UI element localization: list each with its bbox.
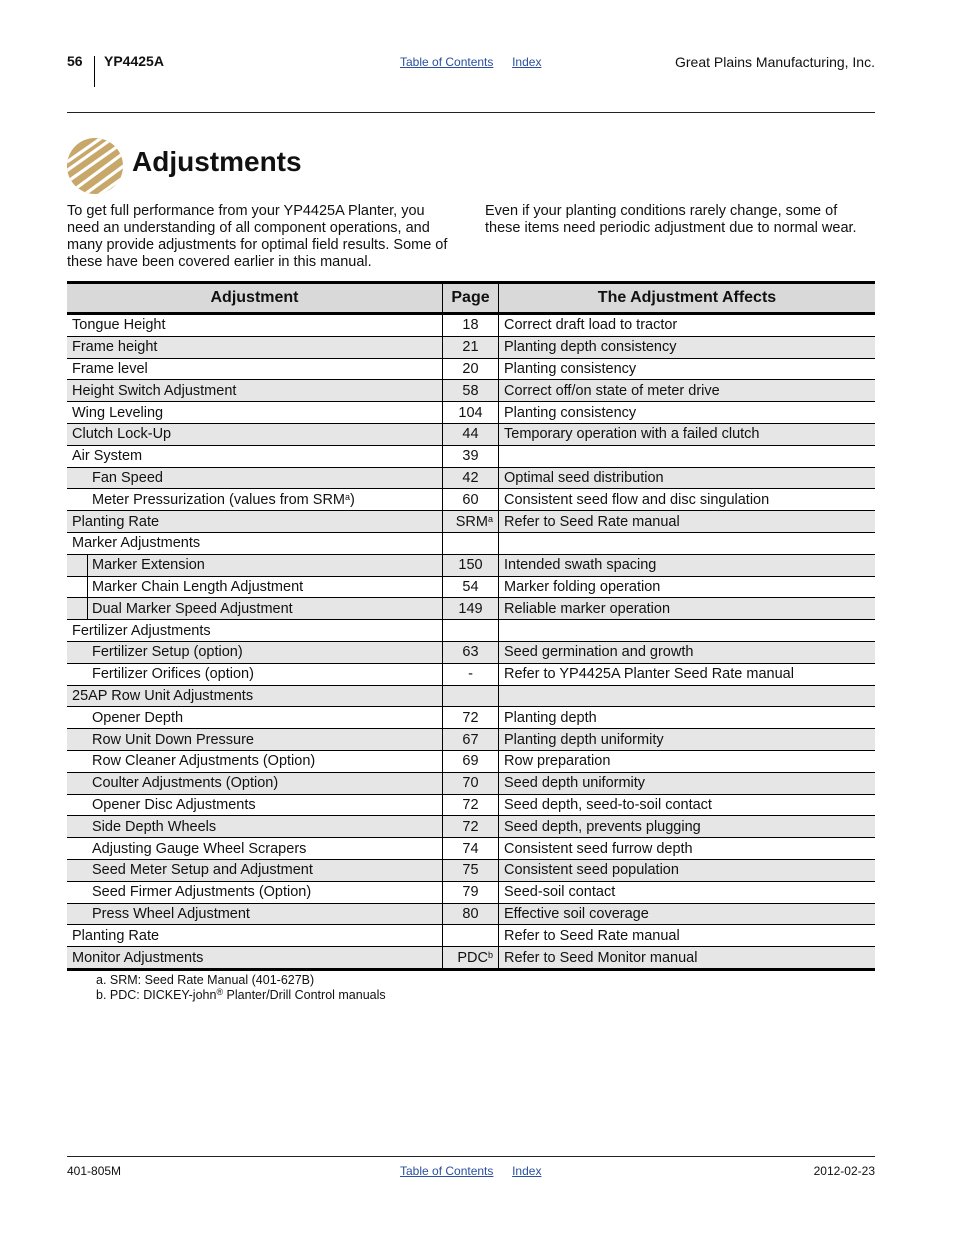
col-header-page: Page	[443, 283, 499, 314]
affects-cell: Refer to Seed Monitor manual	[499, 947, 876, 970]
page-cell: 39	[443, 445, 499, 467]
adjustment-cell: Fertilizer Orifices (option)	[67, 663, 443, 685]
doc-number: 401-805M	[67, 1164, 122, 1178]
affects-cell: Reliable marker operation	[499, 598, 876, 620]
header-rule	[67, 112, 875, 113]
table-row	[67, 423, 875, 445]
table-row	[67, 729, 875, 751]
footnotes	[96, 973, 386, 1003]
adjustment-cell: Opener Depth	[67, 707, 443, 729]
affects-cell: Seed depth uniformity	[499, 772, 876, 794]
adjustment-cell: Frame level	[67, 358, 443, 380]
footer-index-link[interactable]: Index	[512, 1164, 542, 1178]
col-header-affects: The Adjustment Affects	[499, 283, 876, 314]
table-row	[67, 859, 875, 881]
page-cell: 74	[443, 838, 499, 860]
affects-cell: Consistent seed population	[499, 859, 876, 881]
affects-cell: Correct draft load to tractor	[499, 314, 876, 337]
affects-cell: Consistent seed furrow depth	[499, 838, 876, 860]
adjustment-cell: Dual Marker Speed Adjustment	[67, 598, 443, 620]
table-row	[67, 838, 875, 860]
adjustment-cell: Air System	[67, 445, 443, 467]
affects-cell: Refer to Seed Rate manual	[499, 511, 876, 533]
table-row	[67, 947, 875, 970]
page-cell: 75	[443, 859, 499, 881]
adjustment-cell: Seed Firmer Adjustments (Option)	[67, 881, 443, 903]
affects-cell: Consistent seed flow and disc singulation	[499, 489, 876, 511]
adjustment-cell: Coulter Adjustments (Option)	[67, 772, 443, 794]
page-cell: 104	[443, 402, 499, 424]
adjustment-cell: Monitor Adjustments	[67, 947, 443, 970]
affects-cell: Planting consistency	[499, 402, 876, 424]
table-row	[67, 554, 875, 576]
table-row	[67, 816, 875, 838]
table-row	[67, 358, 875, 380]
affects-cell	[499, 445, 876, 467]
adjustment-cell: Row Cleaner Adjustments (Option)	[67, 750, 443, 772]
page-cell: 58	[443, 380, 499, 402]
page-cell: 63	[443, 641, 499, 663]
adjustment-cell: Fertilizer Setup (option)	[67, 641, 443, 663]
affects-cell: Correct off/on state of meter drive	[499, 380, 876, 402]
affects-cell	[499, 685, 876, 707]
table-row	[67, 750, 875, 772]
table-row	[67, 511, 875, 533]
page-cell: 150	[443, 554, 499, 576]
page-cell: SRM$^a$	[443, 511, 499, 533]
adjustment-cell: Marker Adjustments	[67, 532, 443, 554]
affects-cell: Effective soil coverage	[499, 903, 876, 925]
table-row	[67, 925, 875, 947]
table-row	[67, 881, 875, 903]
adjustment-cell: Frame height	[67, 336, 443, 358]
page-cell: 80	[443, 903, 499, 925]
footnote-b: b. PDC: DICKEY-john® Planter/Drill Control manuals	[96, 987, 386, 1002]
col-header-adjustment: Adjustment	[67, 283, 443, 314]
adjustment-cell: Fan Speed	[67, 467, 443, 489]
table-row	[67, 707, 875, 729]
page-cell	[443, 925, 499, 947]
footer-date: 2012-02-23	[813, 1164, 875, 1178]
affects-cell: Seed-soil contact	[499, 881, 876, 903]
adjustment-cell: Meter Pressurization (values from SRM$^a$)	[67, 489, 443, 511]
adjustment-cell: Height Switch Adjustment	[67, 380, 443, 402]
footer-rule	[67, 1156, 875, 1157]
affects-cell: Seed depth, seed-to-soil contact	[499, 794, 876, 816]
page-cell	[443, 685, 499, 707]
table-row	[67, 620, 875, 642]
page-number: 56	[67, 53, 83, 69]
adjustment-cell: Press Wheel Adjustment	[67, 903, 443, 925]
page-cell: 69	[443, 750, 499, 772]
model-name: YP4425A	[104, 53, 164, 69]
footnote-a: a. SRM: Seed Rate Manual (401-627B)	[96, 973, 315, 987]
adjustment-cell: Wing Leveling	[67, 402, 443, 424]
adjustment-cell: Seed Meter Setup and Adjustment	[67, 859, 443, 881]
intro-right: Even if your planting conditions rarely change, some of these items need periodic adjustment due to normal wear.	[485, 203, 857, 236]
great-plains-logo-icon	[67, 138, 123, 194]
affects-cell: Refer to Seed Rate manual	[499, 925, 876, 947]
page-cell	[443, 532, 499, 554]
company-name: Great Plains Manufacturing, Inc.	[675, 54, 875, 70]
adjustment-cell: Side Depth Wheels	[67, 816, 443, 838]
page-cell: 70	[443, 772, 499, 794]
table-row	[67, 576, 875, 598]
table-row	[67, 641, 875, 663]
affects-cell	[499, 532, 876, 554]
page-cell: 54	[443, 576, 499, 598]
table-row	[67, 445, 875, 467]
table-row	[67, 336, 875, 358]
affects-cell: Planting consistency	[499, 358, 876, 380]
table-row	[67, 598, 875, 620]
adjustment-cell: Tongue Height	[67, 314, 443, 337]
page-cell: 149	[443, 598, 499, 620]
table-body	[67, 314, 875, 970]
affects-cell: Planting depth	[499, 707, 876, 729]
page-cell: 18	[443, 314, 499, 337]
table-row	[67, 663, 875, 685]
page-cell	[443, 620, 499, 642]
table-header-row	[67, 283, 875, 314]
affects-cell: Optimal seed distribution	[499, 467, 876, 489]
adjustment-cell: Adjusting Gauge Wheel Scrapers	[67, 838, 443, 860]
adjustment-cell: Opener Disc Adjustments	[67, 794, 443, 816]
table-row	[67, 685, 875, 707]
adjustment-cell: Marker Extension	[67, 554, 443, 576]
affects-cell: Seed depth, prevents plugging	[499, 816, 876, 838]
adjustment-cell: Row Unit Down Pressure	[67, 729, 443, 751]
adjustment-cell: Clutch Lock-Up	[67, 423, 443, 445]
table-row	[67, 467, 875, 489]
adjustment-cell: Planting Rate	[67, 925, 443, 947]
affects-cell: Intended swath spacing	[499, 554, 876, 576]
header-divider	[94, 56, 95, 87]
affects-cell: Marker folding operation	[499, 576, 876, 598]
affects-cell: Row preparation	[499, 750, 876, 772]
page-cell: 72	[443, 707, 499, 729]
adjustments-table	[67, 281, 875, 971]
page-cell: 44	[443, 423, 499, 445]
table-row	[67, 772, 875, 794]
page-cell: 60	[443, 489, 499, 511]
toc-link[interactable]: Table of Contents	[400, 55, 494, 69]
page-cell: -	[443, 663, 499, 685]
footer-nav	[400, 1164, 541, 1178]
affects-cell: Planting depth consistency	[499, 336, 876, 358]
page-cell: 67	[443, 729, 499, 751]
table-row	[67, 314, 875, 337]
page-cell: 72	[443, 816, 499, 838]
intro-left: To get full performance from your YP4425A Planter, you need an understanding of all component operations, and many provide adjustments for optimal field results. Some of these have been covered earlier in this manual.	[67, 203, 448, 270]
adjustment-cell: 25AP Row Unit Adjustments	[67, 685, 443, 707]
footer-toc-link[interactable]: Table of Contents	[400, 1164, 494, 1178]
table-row	[67, 380, 875, 402]
affects-cell: Seed germination and growth	[499, 641, 876, 663]
adjustment-cell: Marker Chain Length Adjustment	[67, 576, 443, 598]
page-cell: 42	[443, 467, 499, 489]
header-nav	[400, 55, 541, 69]
table-row	[67, 903, 875, 925]
adjustment-cell: Fertilizer Adjustments	[67, 620, 443, 642]
affects-cell	[499, 620, 876, 642]
table-row	[67, 532, 875, 554]
page-cell: 72	[443, 794, 499, 816]
affects-cell: Planting depth uniformity	[499, 729, 876, 751]
page-cell: 20	[443, 358, 499, 380]
table-row	[67, 489, 875, 511]
page-title: Adjustments	[132, 146, 302, 177]
affects-cell: Refer to YP4425A Planter Seed Rate manual	[499, 663, 876, 685]
affects-cell: Temporary operation with a failed clutch	[499, 423, 876, 445]
page-cell: 21	[443, 336, 499, 358]
page-cell: 79	[443, 881, 499, 903]
table-row	[67, 402, 875, 424]
index-link[interactable]: Index	[512, 55, 542, 69]
page-cell: PDC$^b$	[443, 947, 499, 970]
table-row	[67, 794, 875, 816]
adjustment-cell: Planting Rate	[67, 511, 443, 533]
